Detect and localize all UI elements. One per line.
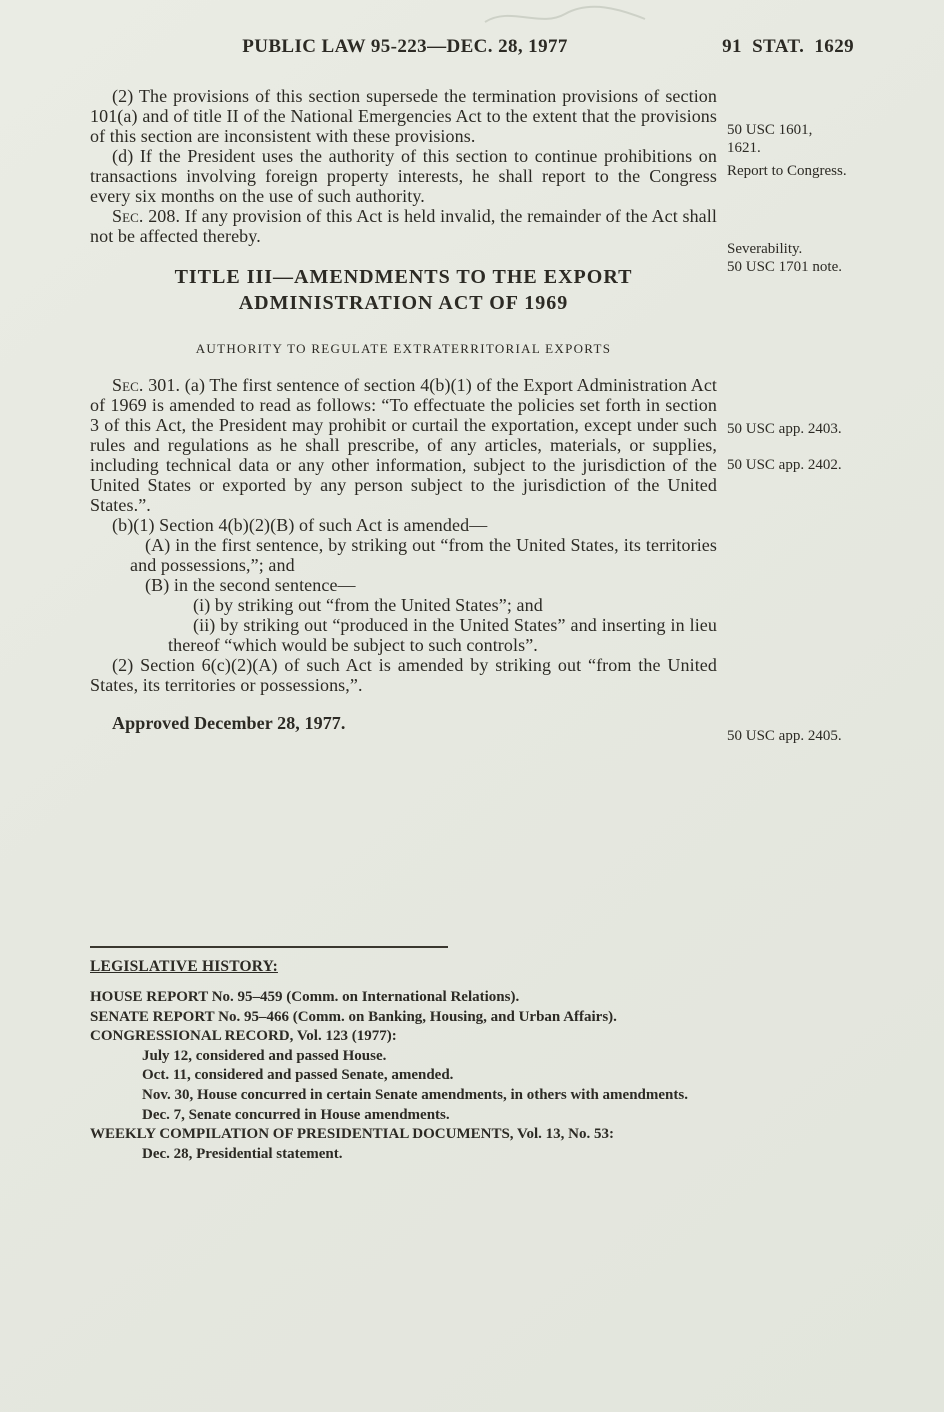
section-208-text: If any provision of this Act is held invalid, the remainder of the Act shall not be affected thereby. [90, 206, 717, 246]
title-iii-heading-line-1: TITLE III—AMENDMENTS TO THE EXPORT [174, 266, 633, 288]
lh-entry-july-12: July 12, considered and passed House. [142, 1047, 387, 1064]
margin-note-report-to-congress: Report to Congress. [727, 163, 847, 179]
running-head-citation: 91 STAT. 1629 [722, 36, 854, 57]
legislative-history [90, 946, 730, 1164]
clause-A: (A) in the first sentence, by striking out “from the United States, its territories and possessions,”; and [130, 535, 717, 575]
section-208-label: Sec. 208. [112, 206, 181, 226]
authority-subheading: AUTHORITY TO REGULATE EXTRATERRITORIAL EXPORTS [195, 341, 612, 356]
lh-entry-oct-11: Oct. 11, considered and passed Senate, amended. [142, 1067, 454, 1084]
paragraph-report-to-congress: (d) If the President uses the authority of this section to continue prohibitions on transactions involving foreign property interests, he shall report to the Congress every six months on the use of such authority. [90, 146, 717, 206]
lh-congressional-record: CONGRESSIONAL RECORD, Vol. 123 (1977): [90, 1028, 397, 1045]
lh-house-report: HOUSE REPORT No. 95–459 (Comm. on International Relations). [90, 989, 520, 1005]
title-iii-heading-line-2: ADMINISTRATION ACT OF 1969 [238, 292, 569, 314]
clause-ii: (ii) by striking out “produced in the United States” and inserting in lieu thereof “which would be subject to such controls”. [168, 615, 717, 655]
clause-B: (B) in the second sentence— [145, 575, 356, 595]
approval-line: Approved December 28, 1977. [112, 713, 346, 733]
lh-entry-nov-30: Nov. 30, House concurred in certain Senate amendments, in others with amendments. [142, 1086, 688, 1103]
paragraph-b1: (b)(1) Section 4(b)(2)(B) of such Act is amended— [112, 515, 488, 535]
lh-entry-dec-28: Dec. 28, Presidential statement. [142, 1145, 343, 1162]
paragraph-termination-provisions: (2) The provisions of this section supersede the termination provisions of section 101(a) and of title II of the National Emergencies Act to the extent that the provisions of this section are inconsistent with these provisions. [90, 86, 717, 146]
margin-note-usc-1601: 50 USC 1601, 1621. [727, 122, 813, 157]
divider-rule [90, 946, 448, 948]
section-301-label: Sec. 301. [112, 375, 181, 395]
pencil-smudge-artifact [480, 2, 650, 32]
lh-senate-report: SENATE REPORT No. 95–466 (Comm. on Banking, Housing, and Urban Affairs). [90, 1008, 617, 1025]
paragraph-c2: (2) Section 6(c)(2)(A) of such Act is amended by striking out “from the United States, its territories or possessions,”. [90, 655, 717, 695]
lh-weekly-compilation: WEEKLY COMPILATION OF PRESIDENTIAL DOCUMENTS, Vol. 13, No. 53: [90, 1126, 614, 1143]
margin-note-usc-app-2403: 50 USC app. 2403. [727, 421, 842, 437]
main-text-column [90, 86, 717, 733]
margin-note-usc-app-2405: 50 USC app. 2405. [727, 728, 842, 744]
running-head-title: PUBLIC LAW 95-223—DEC. 28, 1977 [242, 36, 568, 57]
lh-entry-dec-7: Dec. 7, Senate concurred in House amendments. [142, 1106, 450, 1123]
margin-note-usc-app-2402: 50 USC app. 2402. [727, 457, 842, 473]
margin-note-usc-1701: 50 USC 1701 note. [727, 259, 843, 275]
clause-i: (i) by striking out “from the United States”; and [193, 595, 543, 615]
section-301-text: (a) The first sentence of section 4(b)(1) of the Export Administration Act of 1969 is amended to read as follows: “To effectuate the policies set forth in section 3 of this Act, the President may prohibit or curtail the exportation, except under such rules and regulations as he shall prescribe, of any articles, materials, or supplies, including technical data or any other information, subject to the jurisdiction of the United States or exported by any person subject to the jurisdiction of the United States.”. [90, 375, 718, 515]
paragraph-sec-208 [90, 206, 717, 246]
margin-note-severability: Severability. [727, 241, 803, 257]
legislative-history-heading: LEGISLATIVE HISTORY: [90, 958, 278, 975]
paragraph-sec-301 [90, 375, 717, 515]
